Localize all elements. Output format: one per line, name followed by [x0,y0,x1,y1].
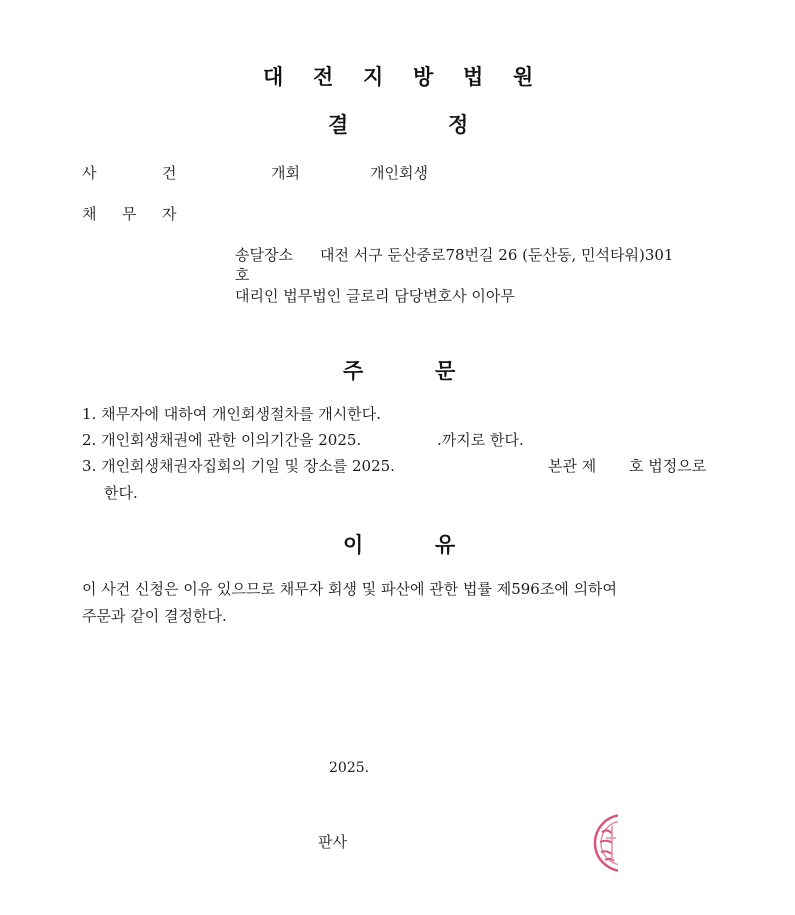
court-name-char: 법 [463,65,484,89]
court-seal [592,812,618,874]
order-item-3: 3. 개인회생채권자집회의 기일 및 장소를 2025. [82,457,395,475]
document-type-char: 결 [328,113,349,137]
case-label-char: 사 [82,164,97,182]
decision-date: 2025. [329,760,370,776]
order-item-1: 1. 채무자에 대하여 개인회생절차를 개시한다. [82,405,381,423]
debtor-label-char: 자 [162,205,177,223]
reason-heading-char: 유 [435,533,456,557]
court-name-char: 방 [413,65,434,89]
court-name-char: 대 [263,65,284,89]
case-number: 개회 [271,164,300,182]
court-name-char: 지 [363,65,384,89]
order-heading-char: 주 [343,359,364,383]
reason-line-1: 이 사건 신청은 이유 있으므로 채무자 회생 및 파산에 관한 법률 제596조에 의하여 [82,580,618,598]
service-address-cont: 호 [235,266,250,284]
order-item-3-end: 호 법정으로 [629,457,707,475]
court-name-char: 전 [313,65,334,89]
service-address: 대전 서구 둔산중로78번길 26 (둔산동, 민석타워)301 [320,246,674,264]
case-label-char: 건 [162,164,177,182]
court-seal-icon [592,812,618,874]
order-item-2-end: .까지로 한다. [437,431,524,449]
service-address-label: 송달장소 [235,246,293,264]
court-name-char: 원 [513,65,534,89]
reason-heading-char: 이 [343,533,364,557]
document-type-char: 정 [448,113,469,137]
order-item-3-cont: 한다. [104,484,138,502]
case-name: 개인회생 [370,164,428,182]
reason-line-2: 주문과 같이 결정한다. [82,607,227,625]
order-item-2: 2. 개인회생채권에 관한 이의기간을 2025. [82,431,362,449]
agent-line: 대리인 법무법인 글로리 담당변호사 이아무 [235,287,515,305]
debtor-label-char: 채 [82,205,97,223]
judge-label: 판사 [318,833,347,851]
order-heading-char: 문 [435,359,456,383]
debtor-label-char: 무 [122,205,137,223]
order-item-3-mid: 본관 제 [548,457,597,475]
